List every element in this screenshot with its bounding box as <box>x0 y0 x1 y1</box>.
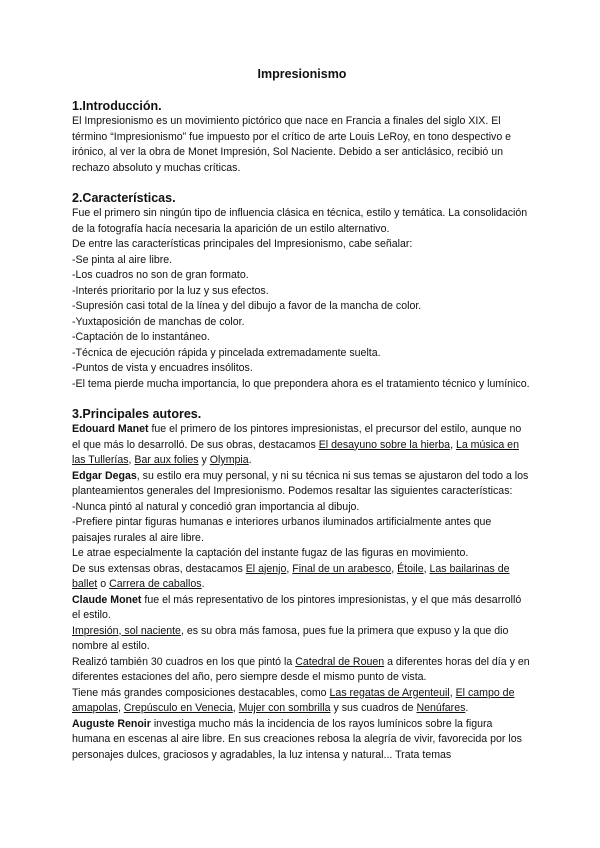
section-heading-caracteristicas: 2.Características. <box>72 191 176 205</box>
text-run: y sus cuadros de <box>330 702 417 714</box>
text-run: Tiene más grandes composiciones destacables, como <box>72 686 330 699</box>
text-run: o <box>97 578 110 590</box>
degas-obras <box>72 562 532 593</box>
text-run: a diferentes horas del día y en diferentes estaciones del año, pero siempre desde el mismo punto de vista. <box>72 655 530 683</box>
text-run: De sus extensas obras, destacamos <box>72 562 246 575</box>
artwork-link: El desayuno sobre la hierba <box>318 438 451 451</box>
monet-rouen <box>72 655 532 686</box>
text-run: , <box>232 702 239 714</box>
list-item: -Interés prioritario por la luz y sus efectos. <box>72 284 269 297</box>
text-run: , <box>449 686 456 699</box>
text-run: , es su obra más famosa, pues fue la primera que expuso y la que dio nombre al estilo. <box>72 624 509 652</box>
text-run: . <box>201 578 205 590</box>
text-run: , <box>128 454 135 466</box>
artwork-link: Mujer con sombrilla <box>238 702 331 714</box>
manet-paragraph <box>72 422 532 469</box>
artwork-link: Étoile <box>397 562 424 575</box>
artwork-link: El campo de amapolas <box>72 686 515 714</box>
text-run: , <box>117 702 124 714</box>
text-run: . <box>248 454 252 466</box>
list-item: -Supresión casi total de la línea y del dibujo a favor de la mancha de color. <box>72 300 422 312</box>
text-run: y <box>198 454 210 466</box>
list-item: -Puntos de vista y encuadres insólitos. <box>72 362 253 374</box>
artwork-link: El ajenjo <box>245 562 287 575</box>
list-item: -Se pinta al aire libre. <box>72 253 173 266</box>
list-item: -Captación de lo instantáneo. <box>72 331 210 343</box>
list-item: -Los cuadros no son de gran formato. <box>72 269 249 281</box>
caracteristicas-paragraph-1: Fue el primero sin ningún tipo de influencia clásica en técnica, estilo y temática. La consolidación de la fotografía hacía necesaria la aparición de un estilo alternativo. <box>72 207 528 235</box>
list-item: -Técnica de ejecución rápida y pincelada extremadamente suelta. <box>72 346 381 359</box>
text-run: fue el más representativo de los pintores impresionistas, y el que más desarrolló el estilo. <box>72 593 522 621</box>
document-content <box>72 66 532 763</box>
list-item: -El tema pierde mucha importancia, lo que prepondera ahora es el tratamiento técnico y lumínico. <box>72 377 530 390</box>
text-run: investiga mucho más la incidencia de los rayos lumínicos sobre la figura humana en escenas al aire libre. En sus creaciones rebosa la alegría de vivir, favorecida por los personajes dulces, graciosos y agradables, la luz intensa y natural... Trata temas <box>72 717 522 761</box>
section-heading-introduccion: 1.Introducción. <box>72 99 162 113</box>
artwork-link: Catedral de Rouen <box>295 655 385 668</box>
monet-paragraph <box>72 593 532 624</box>
text-run: fue el primero de los pintores impresionistas, el precursor del estilo, aunque no el que más lo desarrolló. De sus obras, destacamos <box>72 423 522 451</box>
artwork-link: Las bailarinas de ballet <box>72 562 510 590</box>
renoir-paragraph <box>72 717 532 764</box>
text-run: , su estilo era muy personal, y ni su técnica ni sus temas se ajustaron del todo a los planteamientos generales del Impresionismo. Podemos resaltar las siguientes características: <box>72 469 529 497</box>
page-title: Impresionismo <box>257 67 347 81</box>
monet-impresion <box>72 624 532 655</box>
artwork-link: Nenúfares <box>416 702 466 714</box>
monet-composiciones <box>72 686 532 717</box>
degas-paragraph <box>72 469 532 500</box>
text-run: . <box>465 702 469 714</box>
author-name-renoir: Auguste Renoir <box>72 717 151 730</box>
artwork-link: Carrera de caballos <box>109 578 202 590</box>
artwork-link: Final de un arabesco <box>292 562 392 575</box>
degas-line-3: Le atrae especialmente la captación del instante fugaz de las figuras en movimiento. <box>72 547 469 559</box>
text-run: Realizó también 30 cuadros en los que pintó la <box>72 655 296 668</box>
degas-list-item-1: -Nunca pintó al natural y concedió gran importancia al dibujo. <box>72 500 360 513</box>
artwork-link: La música en las Tullerías <box>72 438 519 466</box>
artwork-link: Las regatas de Argenteuil <box>329 686 450 699</box>
section-heading-autores: 3.Principales autores. <box>72 407 202 421</box>
artwork-link: Olympia <box>209 454 249 466</box>
author-name-manet: Edouard Manet <box>72 423 149 435</box>
intro-paragraph: El Impresionismo es un movimiento pictórico que nace en Francia a finales del siglo XIX. El término “Impresionismo” fue impuesto por el crítico de arte Louis LeRoy, en tono despectivo e irónico, al ver la obra de Monet Impresión, Sol Naciente. Debido a ser anticlásico, recibió un rechazo absoluto y muchas críticas. <box>72 115 512 174</box>
text-run: , <box>423 562 430 575</box>
caracteristicas-paragraph-2: De entre las características principales del Impresionismo, cabe señalar: <box>72 238 413 250</box>
text-run: , <box>391 562 398 575</box>
text-run: , <box>286 562 293 575</box>
artwork-link: Bar aux folies <box>134 454 199 466</box>
author-name-monet: Claude Monet <box>72 593 142 606</box>
degas-list-item-2: -Prefiere pintar figuras humanas e interiores urbanos iluminados artificialmente antes que paisajes rurales al aire libre. <box>72 516 492 544</box>
artwork-link: Crepúsculo en Venecia <box>123 702 233 714</box>
author-name-degas: Edgar Degas <box>72 469 137 482</box>
text-run: , <box>450 438 456 451</box>
list-item: -Yuxtaposición de manchas de color. <box>72 315 245 328</box>
artwork-link: Impresión, sol naciente <box>72 624 181 637</box>
